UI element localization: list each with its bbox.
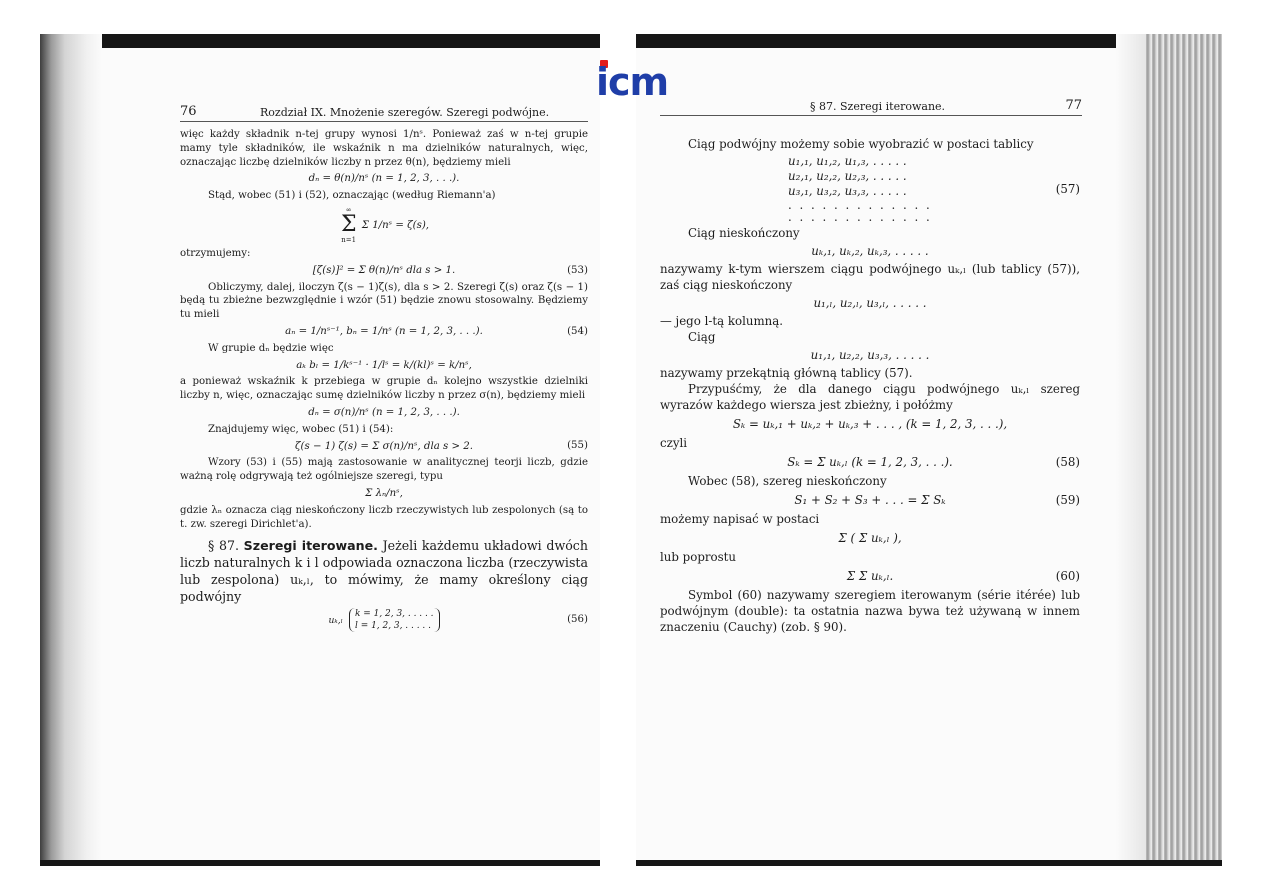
equation-56: uₖ,ₗ k = 1, 2, 3, . . . . . l = 1, 2, 3, . . . . . (56) bbox=[328, 609, 588, 632]
page-number: 76 bbox=[180, 104, 197, 119]
paragraph: gdzie λₙ oznacza ciąg nieskończony liczb rzeczywistych lub zespolonych (są to t. zw. szeregi Dirichlet'a). bbox=[180, 504, 588, 530]
table-row: u₁,₁, u₁,₂, u₁,₃, . . . . . bbox=[788, 154, 907, 168]
paragraph: nazywamy k-tym wierszem ciągu podwójnego uₖ,ₗ (lub tablicy (57)), zaś ciąg nieskończony bbox=[660, 262, 1080, 292]
table-row: u₂,₁, u₂,₂, u₂,₃, . . . . . bbox=[788, 169, 907, 183]
equation-zeta bbox=[180, 206, 588, 244]
equation-55 bbox=[180, 440, 588, 454]
left-running-header bbox=[180, 106, 588, 122]
paragraph: Znajdujemy więc, wobec (51) i (54): bbox=[208, 423, 394, 435]
diagonal-sequence: u₁,₁, u₂,₂, u₃,₃, . . . . . bbox=[810, 348, 930, 362]
page-fore-edge bbox=[1146, 34, 1222, 866]
paragraph: lub poprostu bbox=[660, 550, 737, 564]
paragraph: Obliczymy, dalej, iloczyn ζ(s − 1)ζ(s), dla s > 2. Szeregi ζ(s) oraz ζ(s − 1) będą tu zbieżne bezwzględnie i wzór (51) będzie znowu stosowalny. Będziemy tu mieli bbox=[180, 281, 588, 321]
paragraph: więc każdy składnik n-tej grupy wynosi 1/nˢ. Ponieważ zaś w n-tej grupie mamy tyle składników, ile wskaźnik n ma dzielników naturalnych, więc, oznaczając liczbę dzielników liczby n przez θ(n), będziemy mieli bbox=[180, 129, 588, 168]
paragraph: Wobec (58), szereg nieskończony bbox=[688, 474, 887, 488]
equation-number: (56) bbox=[567, 614, 588, 626]
page-gutter-left bbox=[40, 34, 102, 866]
equation-58 bbox=[660, 454, 1080, 470]
paragraph: W grupie dₙ będzie więc bbox=[208, 342, 334, 354]
section-87-paragraph bbox=[180, 537, 588, 605]
equation-text: Σ 1/nˢ = ζ(s), bbox=[361, 219, 430, 231]
equation-text: Σ Σ uₖ,ₗ. bbox=[846, 569, 894, 583]
paragraph: Ciąg podwójny możemy sobie wyobrazić w postaci tablicy bbox=[688, 137, 1034, 151]
equation-sk: Sₖ = uₖ,₁ + uₖ,₂ + uₖ,₃ + . . . , (k = 1, 2, 3, . . .), bbox=[732, 417, 1008, 431]
equation-56-row-l: l = 1, 2, 3, . . . . . bbox=[355, 621, 431, 632]
equation-number: (58) bbox=[1055, 455, 1080, 469]
paragraph: Wzory (53) i (55) mają zastosowanie w analitycznej teorji liczb, gdzie ważną rolę odgrywają też ogólniejsze szeregi, typu bbox=[180, 457, 588, 483]
column-sequence: u₁,ₗ, u₂,ₗ, u₃,ₗ, . . . . . bbox=[813, 296, 927, 310]
equation-dn-theta: dₙ = θ(n)/nˢ (n = 1, 2, 3, . . .). bbox=[308, 173, 460, 185]
paragraph: Stąd, wobec (51) i (52), oznaczając (według Riemann'a) bbox=[208, 190, 496, 202]
left-page bbox=[40, 34, 600, 866]
paragraph: nazywamy przekątnią główną tablicy (57). bbox=[660, 366, 913, 380]
right-running-header bbox=[660, 100, 1082, 116]
icm-logo bbox=[596, 58, 669, 104]
logo-text: icm bbox=[596, 60, 669, 104]
equation-text: [ζ(s)]² = Σ θ(n)/nˢ dla s > 1. bbox=[312, 264, 456, 276]
page-edge-top bbox=[40, 34, 600, 48]
page-number: 77 bbox=[1065, 98, 1082, 113]
equation-text: Sₖ = Σ uₖ,ₗ (k = 1, 2, 3, . . .). bbox=[787, 455, 953, 469]
equation-text: aₙ = 1/nˢ⁻¹, bₙ = 1/nˢ (n = 1, 2, 3, . . .). bbox=[285, 325, 483, 337]
section-mark: § 87. bbox=[208, 538, 239, 554]
equation-54 bbox=[180, 325, 588, 339]
equation-lambda: Σ λₙ/nˢ, bbox=[365, 487, 403, 499]
section-title: Szeregi iterowane. bbox=[243, 538, 378, 554]
paragraph: czyli bbox=[660, 436, 688, 450]
table-row: u₃,₁, u₃,₂, u₃,₃, . . . . . bbox=[788, 184, 907, 198]
equation-nested-sum: Σ ( Σ uₖ,ₗ ), bbox=[838, 531, 902, 545]
equation-text: S₁ + S₂ + S₃ + . . . = Σ Sₖ bbox=[794, 493, 946, 507]
table-row: . . . . . . . . . . . . . bbox=[788, 210, 932, 224]
equation-number: (55) bbox=[567, 440, 588, 452]
paragraph: — jego l-tą kolumną. bbox=[660, 314, 784, 328]
running-head: § 87. Szeregi iterowane. bbox=[810, 100, 946, 113]
equation-dn-sigma: dₙ = σ(n)/nˢ (n = 1, 2, 3, . . .). bbox=[308, 406, 460, 418]
sum-sign: ∞ Σ n=1 bbox=[340, 205, 357, 244]
equation-number: (59) bbox=[1055, 493, 1080, 507]
right-page-body bbox=[660, 136, 1080, 635]
equation-number: (60) bbox=[1055, 569, 1080, 583]
equation-akbl: aₖ bₗ = 1/kˢ⁻¹ · 1/lˢ = k/(kl)ˢ = k/nˢ, bbox=[296, 359, 472, 371]
paragraph: Ciąg nieskończony bbox=[688, 226, 800, 240]
paragraph: Przypuśćmy, że dla danego ciągu podwójnego uₖ,ₗ szereg wyrazów każdego wiersza jest zbieżny, i połóżmy bbox=[660, 382, 1080, 412]
equation-56-row-k: k = 1, 2, 3, . . . . . bbox=[355, 609, 434, 620]
equation-53 bbox=[180, 264, 588, 278]
double-sequence-table bbox=[660, 154, 1080, 223]
right-page bbox=[636, 34, 1222, 866]
page-edge-bottom bbox=[40, 860, 600, 866]
equation-number: (53) bbox=[567, 264, 588, 276]
equation-text: ζ(s − 1) ζ(s) = Σ σ(n)/nˢ, dla s > 2. bbox=[294, 440, 473, 452]
running-head: Rozdział IX. Mnożenie szeregów. Szeregi podwójne. bbox=[260, 106, 550, 119]
paragraph: możemy napisać w postaci bbox=[660, 512, 820, 526]
equation-60 bbox=[660, 568, 1080, 584]
paragraph: a ponieważ wskaźnik k przebiega w grupie dₙ kolejno wszystkie dzielniki liczby n, więc, oznaczając sumę dzielników liczby n przez σ(n), będziemy mieli bbox=[180, 376, 588, 402]
row-sequence: uₖ,₁, uₖ,₂, uₖ,₃, . . . . . bbox=[811, 244, 929, 258]
page-edge-bottom bbox=[636, 860, 1222, 866]
table-row: . . . . . . . . . . . . . bbox=[788, 198, 932, 212]
paragraph: Symbol (60) nazywamy szeregiem iterowanym (série itérée) lub podwójnym (double): ta ostatnia nazwa bywa też używaną w innem znaczeniu (Cauchy) (zob. § 90). bbox=[660, 588, 1080, 634]
left-page-body bbox=[180, 128, 588, 635]
equation-number: (54) bbox=[567, 325, 588, 337]
paragraph: Ciąg bbox=[688, 330, 716, 344]
equation-59 bbox=[660, 492, 1080, 508]
section-text: Jeżeli każdemu układowi dwóch liczb naturalnych k i l odpowiada oznaczona liczba (rzeczywista lub zespolona) uₖ,ₗ, to mówimy, że mamy określony ciąg podwójny bbox=[180, 538, 588, 605]
paragraph: otrzymujemy: bbox=[180, 247, 251, 259]
equation-number: (57) bbox=[1055, 181, 1080, 196]
